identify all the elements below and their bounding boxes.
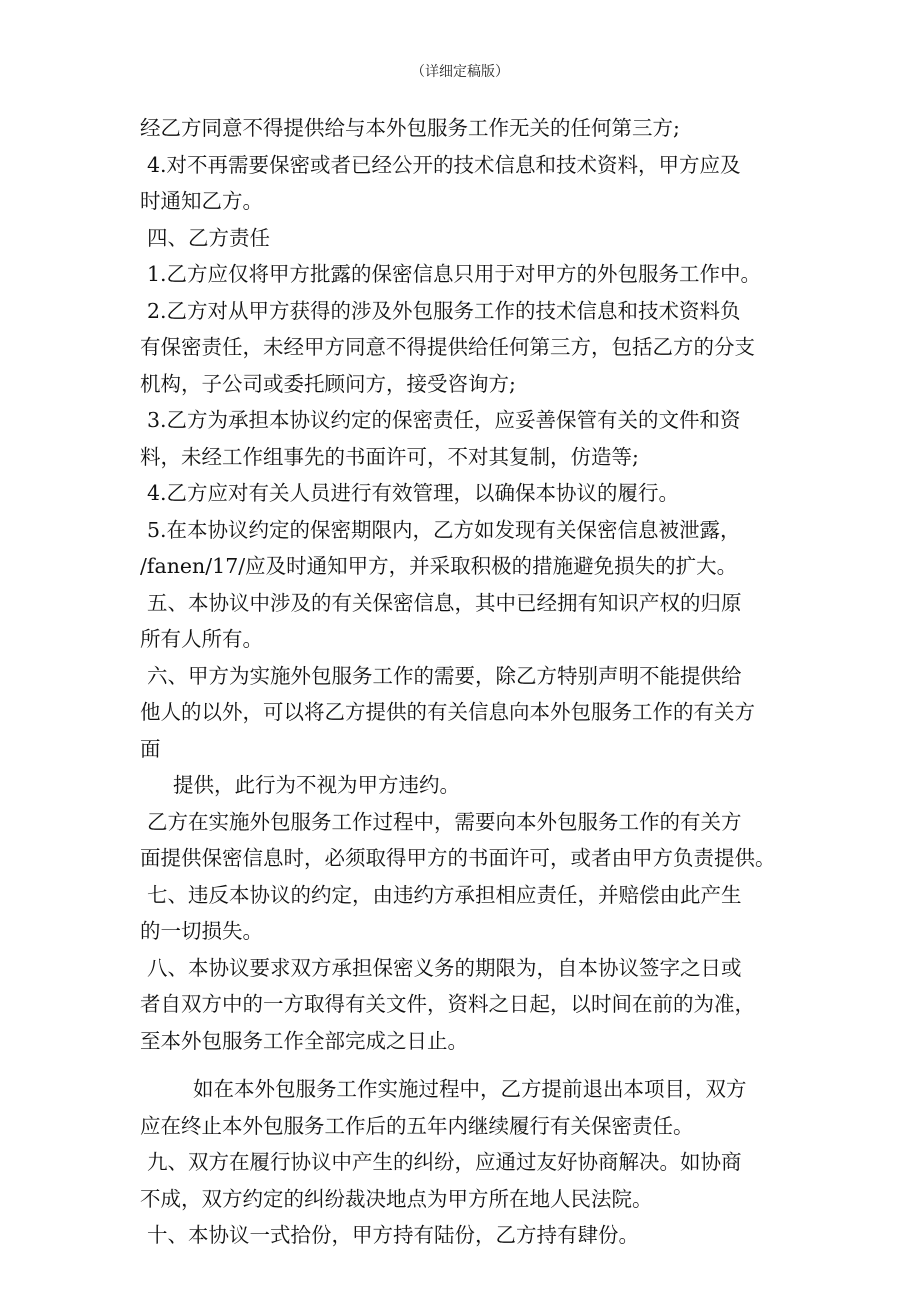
paragraph-line: 应在终止本外包服务工作后的五年内继续履行有关保密责任。	[140, 1113, 694, 1138]
page-header: （详细定稿版）	[411, 64, 509, 80]
paragraph-gap	[140, 1059, 800, 1071]
paragraph-line: 提供，此行为不视为甲方违约。	[173, 773, 460, 797]
paragraph-line: 面	[140, 736, 161, 761]
paragraph-line: 九、双方在履行协议中产生的纠纷，应通过友好协商解决。如协商	[147, 1150, 742, 1174]
paragraph-line: 时通知乙方。	[140, 189, 263, 213]
paragraph-line: 乙方在实施外包服务工作过程中，需要向本外包服务工作的有关方	[147, 809, 742, 834]
paragraph-line: 如在本外包服务工作实施过程中，乙方提前退出本项目，双方	[193, 1077, 747, 1101]
paragraph-line: 不成，双方约定的纠纷裁决地点为甲方所在地人民法院。	[140, 1186, 653, 1211]
paragraph-line: 1.乙方应仅将甲方批露的保密信息只用于对甲方的外包服务工作中。	[147, 262, 762, 286]
paragraph-line: 所有人所有。	[140, 627, 263, 651]
paragraph-line: 面提供保密信息时，必须取得甲方的书面许可，或者由甲方负责提供。	[140, 846, 776, 870]
paragraph-line: 经乙方同意不得提供给与本外包服务工作无关的任何第三方;	[140, 116, 680, 140]
paragraph-line: /fanen/17/应及时通知甲方，并采取积极的措施避免损失的扩大。	[140, 554, 738, 578]
paragraph-line: 5.在本协议约定的保密期限内，乙方如发现有关保密信息被泄露，	[147, 517, 741, 542]
paragraph-line: 八、本协议要求双方承担保密义务的期限为，自本协议签字之日或	[147, 955, 742, 980]
paragraph-line: 五、本协议中涉及的有关保密信息，其中已经拥有知识产权的归原	[147, 590, 742, 615]
paragraph-line: 4.乙方应对有关人员进行有效管理，以确保本协议的履行。	[147, 481, 680, 505]
paragraph-line: 3.乙方为承担本协议约定的保密责任，应妥善保管有关的文件和资	[147, 408, 741, 432]
paragraph-line: 者自双方中的一方取得有关文件，资料之日起，以时间在前的为准，	[140, 992, 755, 1016]
paragraph-line: 料，未经工作组事先的书面许可，不对其复制，仿造等;	[140, 444, 639, 469]
paragraph-line: 他人的以外，可以将乙方提供的有关信息向本外包服务工作的有关方	[140, 700, 755, 724]
section-heading: 四、乙方责任	[147, 225, 270, 250]
paragraph-line: 至本外包服务工作全部完成之日止。	[140, 1028, 468, 1053]
paragraph-line: 4.对不再需要保密或者已经公开的技术信息和技术资料，甲方应及	[147, 152, 741, 177]
paragraph-line: 有保密责任，未经甲方同意不得提供给任何第三方，包括乙方的分支	[140, 335, 755, 359]
paragraph-line: 六、甲方为实施外包服务工作的需要，除乙方特别声明不能提供给	[147, 663, 742, 688]
paragraph-line: 十、本协议一式拾份，甲方持有陆份，乙方持有肆份。	[147, 1223, 639, 1247]
paragraph-line: 七、违反本协议的约定，由违约方承担相应责任，并赔偿由此产生	[147, 882, 742, 907]
document-body	[140, 110, 800, 1254]
paragraph-line: 2.乙方对从甲方获得的涉及外包服务工作的技术信息和技术资料负	[147, 298, 741, 323]
paragraph-line: 机构，子公司或委托顾问方，接受咨询方;	[140, 371, 516, 396]
paragraph-line: 的一切损失。	[140, 919, 263, 943]
